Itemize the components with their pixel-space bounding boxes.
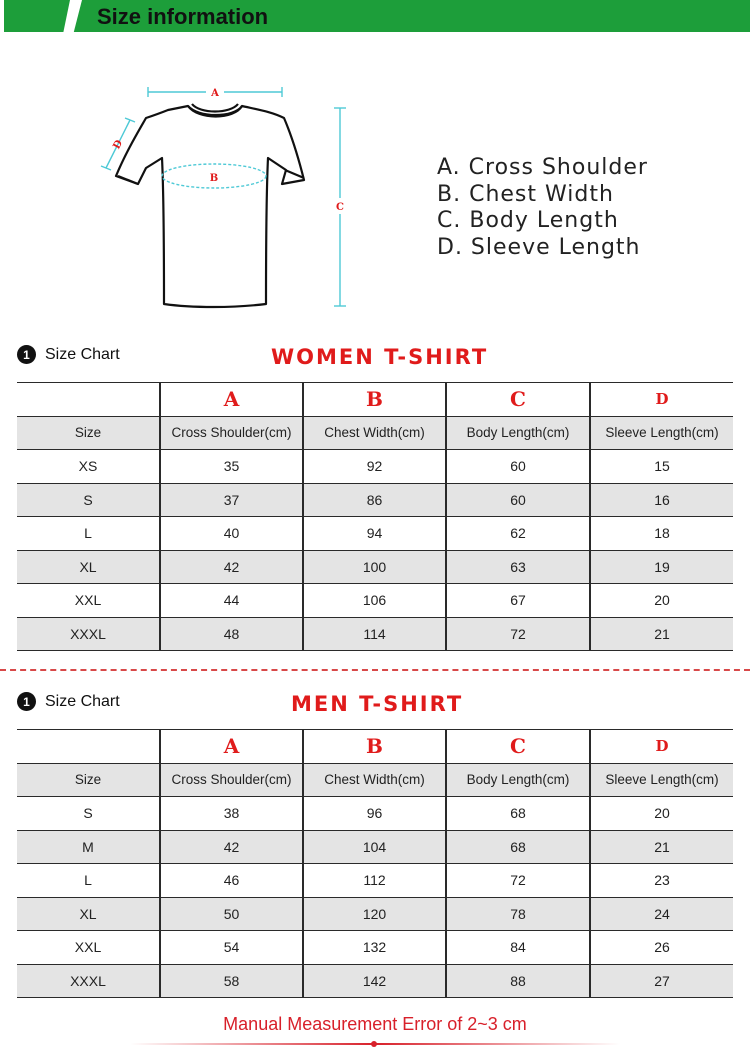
table-cell: C (446, 383, 590, 417)
table-cell: D (590, 730, 733, 764)
diagram-label-c: C (336, 202, 344, 213)
table-cell: 68 (446, 797, 590, 831)
table-header-cell: Body Length(cm) (446, 763, 590, 797)
men-size-table (17, 729, 733, 998)
table-header-row (17, 416, 733, 450)
table-cell: 78 (446, 897, 590, 931)
table-row (17, 897, 733, 931)
legend-chest-width: B. Chest Width (437, 181, 614, 207)
section-divider (0, 669, 750, 671)
table-cell: 40 (160, 517, 303, 551)
table-row (17, 617, 733, 651)
table-cell: 20 (590, 584, 733, 618)
table-cell: 38 (160, 797, 303, 831)
table-row (17, 550, 733, 584)
table-cell: D (590, 383, 733, 417)
table-cell: 112 (303, 864, 446, 898)
table-cell: 72 (446, 864, 590, 898)
women-section-label (17, 345, 120, 364)
table-cell: 142 (303, 964, 446, 998)
bullet-number-icon: 1 (17, 692, 36, 711)
table-cell: 19 (590, 550, 733, 584)
table-cell: 68 (446, 830, 590, 864)
table-cell: 94 (303, 517, 446, 551)
table-cell: 50 (160, 897, 303, 931)
table-cell: B (303, 383, 446, 417)
table-cell: A (160, 730, 303, 764)
table-cell: 88 (446, 964, 590, 998)
men-section-label (17, 692, 120, 711)
measurement-legend (437, 155, 648, 261)
table-cell: 24 (590, 897, 733, 931)
table-cell: L (17, 864, 160, 898)
table-cell: 84 (446, 931, 590, 965)
women-size-table (17, 382, 733, 651)
women-chart-title: WOMEN T-SHIRT (271, 345, 489, 369)
diagram-label-d: D (111, 138, 126, 152)
table-cell: 60 (446, 483, 590, 517)
table-cell: S (17, 797, 160, 831)
table-cell: XL (17, 897, 160, 931)
header-notch (0, 0, 82, 32)
table-cell: 114 (303, 617, 446, 651)
table-cell: S (17, 483, 160, 517)
legend-cross-shoulder: A. Cross Shoulder (437, 155, 648, 180)
table-row (17, 797, 733, 831)
table-cell: L (17, 517, 160, 551)
table-cell: 62 (446, 517, 590, 551)
table-header-cell: Sleeve Length(cm) (590, 763, 733, 797)
tshirt-outline-icon (116, 104, 304, 307)
tshirt-diagram (100, 80, 360, 315)
table-cell: 42 (160, 550, 303, 584)
table-cell: 18 (590, 517, 733, 551)
table-header-cell: Body Length(cm) (446, 416, 590, 450)
table-header-cell: Chest Width(cm) (303, 763, 446, 797)
table-header-cell: Sleeve Length(cm) (590, 416, 733, 450)
table-cell: 21 (590, 617, 733, 651)
table-header-cell: Size (17, 763, 160, 797)
table-header-row (17, 763, 733, 797)
table-cell: 21 (590, 830, 733, 864)
table-cell: 132 (303, 931, 446, 965)
table-row (17, 931, 733, 965)
table-cell: 20 (590, 797, 733, 831)
table-letter-row (17, 383, 733, 417)
table-cell: 60 (446, 450, 590, 484)
footer-dot-icon (371, 1041, 377, 1047)
table-row (17, 483, 733, 517)
table-cell (17, 730, 160, 764)
table-cell: 63 (446, 550, 590, 584)
table-cell: XXXL (17, 964, 160, 998)
table-cell: 26 (590, 931, 733, 965)
table-cell: A (160, 383, 303, 417)
table-cell: 37 (160, 483, 303, 517)
table-cell (17, 383, 160, 417)
table-header-cell: Cross Shoulder(cm) (160, 763, 303, 797)
table-row (17, 830, 733, 864)
diagram-label-a: A (211, 88, 219, 99)
table-cell: 67 (446, 584, 590, 618)
table-cell: XXXL (17, 617, 160, 651)
measurement-error-note: Manual Measurement Error of 2~3 cm (223, 1014, 527, 1034)
table-cell: 42 (160, 830, 303, 864)
table-cell: 96 (303, 797, 446, 831)
diagram-label-b: B (209, 173, 219, 184)
table-cell: 106 (303, 584, 446, 618)
table-row (17, 864, 733, 898)
table-cell: B (303, 730, 446, 764)
legend-body-length: C. Body Length (437, 208, 619, 233)
table-header-cell: Chest Width(cm) (303, 416, 446, 450)
page-title: Size information (97, 4, 269, 29)
table-letter-row (17, 730, 733, 764)
table-cell: 54 (160, 931, 303, 965)
table-cell: 23 (590, 864, 733, 898)
table-cell: 35 (160, 450, 303, 484)
table-cell: 104 (303, 830, 446, 864)
section-label-text: Size Chart (45, 345, 120, 363)
table-header-cell: Cross Shoulder(cm) (160, 416, 303, 450)
table-row (17, 450, 733, 484)
table-cell: C (446, 730, 590, 764)
table-cell: 44 (160, 584, 303, 618)
table-cell: 27 (590, 964, 733, 998)
table-cell: XL (17, 550, 160, 584)
table-cell: 48 (160, 617, 303, 651)
table-row (17, 517, 733, 551)
table-cell: 58 (160, 964, 303, 998)
table-cell: 120 (303, 897, 446, 931)
table-cell: XXL (17, 584, 160, 618)
table-cell: 72 (446, 617, 590, 651)
table-cell: 92 (303, 450, 446, 484)
table-row (17, 964, 733, 998)
table-row (17, 584, 733, 618)
men-chart-title: MEN T-SHIRT (291, 692, 464, 716)
table-cell: 46 (160, 864, 303, 898)
legend-sleeve-length: D. Sleeve Length (437, 234, 641, 260)
section-label-text: Size Chart (45, 692, 120, 710)
table-cell: 16 (590, 483, 733, 517)
table-cell: 15 (590, 450, 733, 484)
bullet-number-icon: 1 (17, 345, 36, 364)
table-cell: 86 (303, 483, 446, 517)
table-cell: XXL (17, 931, 160, 965)
table-header-cell: Size (17, 416, 160, 450)
table-cell: 100 (303, 550, 446, 584)
table-cell: XS (17, 450, 160, 484)
table-cell: M (17, 830, 160, 864)
